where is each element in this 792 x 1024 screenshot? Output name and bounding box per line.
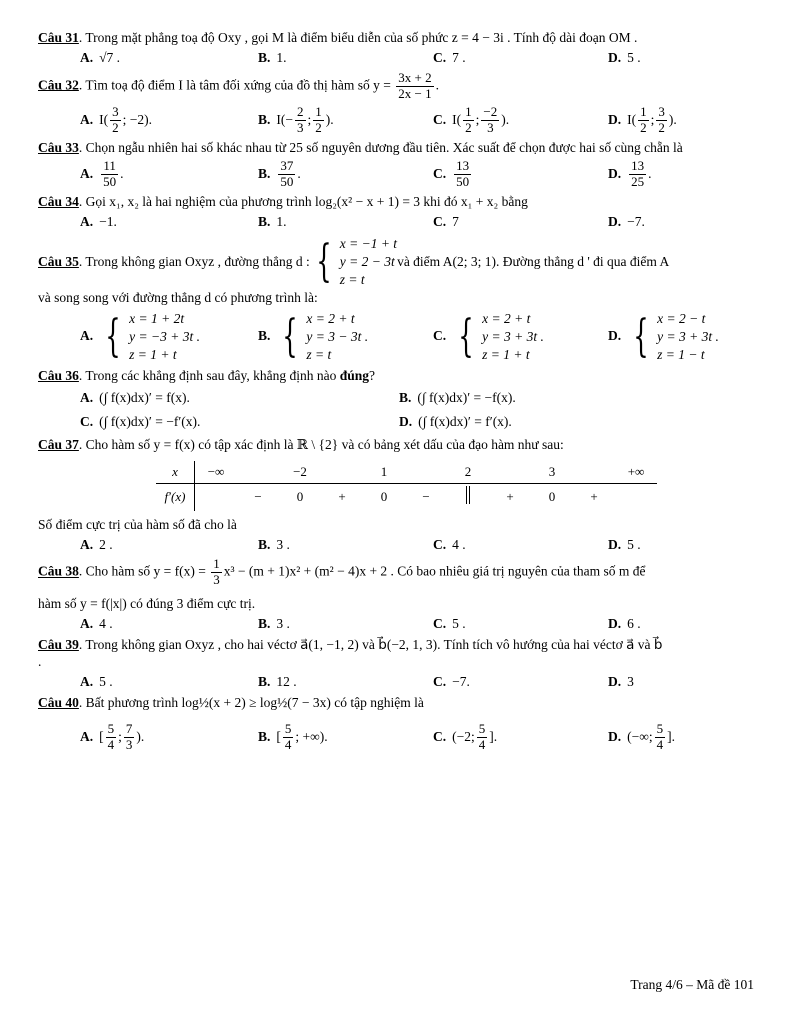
question-31	[38, 30, 760, 67]
option-d[interactable]: D. 5 .	[608, 49, 641, 65]
option-d[interactable]: D. (∫ f(x)dx)′ = f′(x).	[399, 414, 512, 430]
option-b[interactable]: B. 3 .	[258, 616, 290, 632]
question-stem: . Trong mặt phẳng toạ độ Oxy , gọi M là điểm biểu diễn của số phức z = 4 − 3i . Tính độ dài đoạn OM .	[78, 30, 638, 45]
option-d[interactable]: D. −7.	[608, 214, 645, 230]
option-d[interactable]: D. { x = 2 − t y = 3 + 3t . z = 1 − t	[608, 310, 719, 362]
sign-table: x −∞ −2 1 2 3 +∞ f′(x) − 0 + 0 − + 0 +	[156, 461, 760, 510]
option-d[interactable]: D. 6 .	[608, 616, 641, 632]
question-stem: . Cho hàm số y = f(x) có tập xác định là ℝ \ {2} và có bảng xét dấu của đạo hàm như sau:	[78, 436, 564, 452]
question-label: Câu 40	[38, 694, 79, 710]
question-stem-cont: hàm số y = f(|x|) có đúng 3 điểm cực trị.	[38, 596, 256, 612]
fraction: $\frac{1}{3}$	[213, 556, 220, 588]
fraction: $\frac{3x + 2}{2x - 1}$	[398, 69, 432, 101]
undefined-bar	[466, 486, 470, 504]
question-label: Câu 36	[38, 368, 79, 384]
answer-options	[38, 50, 760, 67]
option-d[interactable]: D. 3	[608, 673, 634, 689]
option-c[interactable]: C. $\frac{13}{50}$	[433, 158, 470, 190]
question-stem: . Trong không gian Oxyz , đường thẳng d :	[78, 253, 310, 269]
option-c[interactable]: C. −7.	[433, 673, 470, 689]
option-a[interactable]: A. $\frac{11}{50}$ .	[80, 158, 124, 190]
option-b[interactable]: B. [ $\frac{5}{4}$ ; +∞).	[258, 720, 328, 752]
answer-options	[38, 105, 760, 136]
question-label: Câu 35	[38, 253, 79, 269]
option-a[interactable]: A. I( $\frac{3}{2}$ ; −2).	[80, 103, 152, 135]
question-label: Câu 37	[38, 436, 79, 452]
option-b[interactable]: B. (∫ f(x)dx)′ = −f(x).	[399, 390, 516, 406]
answer-options	[38, 412, 760, 432]
question-label: Câu 38	[38, 563, 79, 579]
option-a[interactable]: A. { x = 1 + 2t y = −3 + 3t . z = 1 + t	[80, 310, 200, 362]
answer-options	[38, 310, 760, 365]
exam-page	[38, 30, 760, 756]
option-c[interactable]: C. (−2; $\frac{5}{4}$ ].	[433, 720, 498, 752]
question-label: Câu 34	[38, 194, 79, 210]
question-label: Câu 32	[38, 77, 79, 93]
question-stem: . Gọi x₁, x₂ là hai nghiệm của phương trình log₂(x² − x + 1) = 3 khi đó x₁ + x₂ bằng	[78, 194, 528, 210]
question-stem: . Tìm toạ độ điểm I là tâm đối xứng của đồ thị hàm số y =	[78, 77, 395, 93]
option-a[interactable]: A. [ $\frac{5}{4}$ ; $\frac{7}{3}$ ).	[80, 720, 145, 752]
answer-options	[38, 388, 760, 408]
question-37	[38, 437, 760, 554]
option-b[interactable]: B. $\frac{37}{50}$ .	[258, 158, 301, 190]
question-label: Câu 31	[38, 30, 79, 45]
option-b[interactable]: B. 12 .	[258, 673, 297, 689]
question-38: Câu 38. Cho hàm số y = f(x) = $\frac{1}{3}$ x³ − (m + 1)x² + (m² − 4)x + 2 . Có bao nhiêu giá trị nguyên của tham số m để hàm số y = f(|x|) có đúng 3 điểm cực trị. A. 4 . B. 3 . C. 5 . D. 6 .	[38, 557, 760, 633]
option-c[interactable]: C. 7 .	[433, 49, 466, 65]
option-a[interactable]: A. (∫ f(x)dx)′ = f(x).	[80, 390, 190, 406]
question-label: Câu 33	[38, 139, 79, 155]
question-33	[38, 140, 760, 191]
option-b[interactable]: B. { x = 2 + t y = 3 − 3t . z = t	[258, 310, 369, 362]
option-c[interactable]: C. I( $\frac{1}{2}$ ; $\frac{-2}{3}$ ).	[433, 103, 510, 135]
option-b[interactable]: B. I(− $\frac{2}{3}$ ; $\frac{1}{2}$ ).	[258, 103, 334, 135]
option-a[interactable]: A. 5 .	[80, 673, 113, 689]
question-39: Câu 39. Trong không gian Oxyz , cho hai véctơ a⃗(1, −1, 2) và b⃗(−2, 1, 3). Tính tích vô hướng của hai véctơ a⃗ và b⃗ . A. 5 . B. 12 . C. −7. D. 3	[38, 637, 760, 691]
option-c[interactable]: C. 7	[433, 214, 459, 230]
answer-options	[38, 616, 760, 633]
answer-options	[38, 722, 760, 753]
answer-options	[38, 159, 760, 190]
answer-options	[38, 214, 760, 231]
question-stem-cont: và song song với đường thẳng d có phương trình là:	[38, 289, 318, 305]
question-35: Câu 35 . Trong không gian Oxyz , đường thẳng d : { x = −1 + t y = 2 − 3t z = t và điểm A(2; 3; 1). Đường thẳng d ' đi qua điểm A và song song với đường thẳng d có phương trình là: A. { x = 1 + 2t y = −3 + 3t . z = 1 + t B. { x = 2 + t y = 3 − 3t . z = t C. { x = 2 + t y = 3 + 3t . z = 1 + t D. { x = 2 − t y = 3 + 3t . z = 1 − t	[38, 235, 760, 364]
option-c[interactable]: C. 4 .	[433, 536, 466, 552]
line-system: { x = −1 + t y = 2 − 3t z = t	[316, 236, 398, 288]
option-a[interactable]: A. −1.	[80, 214, 117, 230]
question-36: Câu 36. Trong các khẳng định sau đây, khẳng định nào đúng? A. (∫ f(x)dx)′ = f(x). B. (∫ f(x)dx)′ = −f(x). C. (∫ f(x)dx)′ = −f′(x). D. (∫ f(x)dx)′ = f′(x).	[38, 368, 760, 432]
question-34	[38, 194, 760, 231]
option-a[interactable]: A. √7 .	[80, 49, 121, 65]
option-c[interactable]: C. (∫ f(x)dx)′ = −f′(x).	[80, 414, 201, 430]
option-b[interactable]: B. 1.	[258, 214, 287, 230]
option-a[interactable]: A. 4 .	[80, 616, 113, 632]
answer-options	[38, 537, 760, 554]
option-c[interactable]: C. 5 .	[433, 616, 466, 632]
question-40: Câu 40. Bất phương trình log½(x + 2) ≥ log½(7 − 3x) có tập nghiệm là A. [ $\frac{5}{4}$ ; $\frac{7}{3}$ ). B. [ $\frac{5}{4}$ ; +∞). C. (−2; $\frac{5}{4}$ ]. D. (−∞; $\frac{5}{4}$ ].	[38, 695, 760, 753]
option-d[interactable]: D. 5 .	[608, 536, 641, 552]
option-b[interactable]: B. 3 .	[258, 536, 290, 552]
option-a[interactable]: A. 2 .	[80, 536, 113, 552]
option-c[interactable]: C. { x = 2 + t y = 3 + 3t . z = 1 + t	[433, 310, 544, 362]
answer-options	[38, 674, 760, 691]
question-stem: . Chọn ngẫu nhiên hai số khác nhau từ 25 số nguyên dương đầu tiên. Xác suất để chọn được hai số cùng chẵn là	[78, 139, 683, 155]
option-d[interactable]: D. $\frac{13}{25}$ .	[608, 158, 652, 190]
option-d[interactable]: D. (−∞; $\frac{5}{4}$ ].	[608, 720, 675, 752]
option-b[interactable]: B. 1.	[258, 49, 287, 65]
question-label: Câu 39	[38, 637, 79, 653]
question-stem-cont: Số điểm cực trị của hàm số đã cho là	[38, 516, 237, 532]
option-d[interactable]: D. I( $\frac{1}{2}$ ; $\frac{3}{2}$ ).	[608, 103, 677, 135]
question-32: Câu 32. Tìm toạ độ điểm I là tâm đối xứng của đồ thị hàm số y = $\frac{3x + 2}{2x - 1}$ . A. I( $\frac{3}{2}$ ; −2). B. I(− $\frac{2}{3}$ ; $\frac{1}{2}$ ). C. I( $\frac{1}{2}$ ; $\frac{-2}{3}$ ). D. I( $\frac{1}{2}$ ; $\frac{3}{2}$ ).	[38, 71, 760, 136]
page-footer: Trang 4/6 – Mã đề 101	[630, 977, 754, 993]
